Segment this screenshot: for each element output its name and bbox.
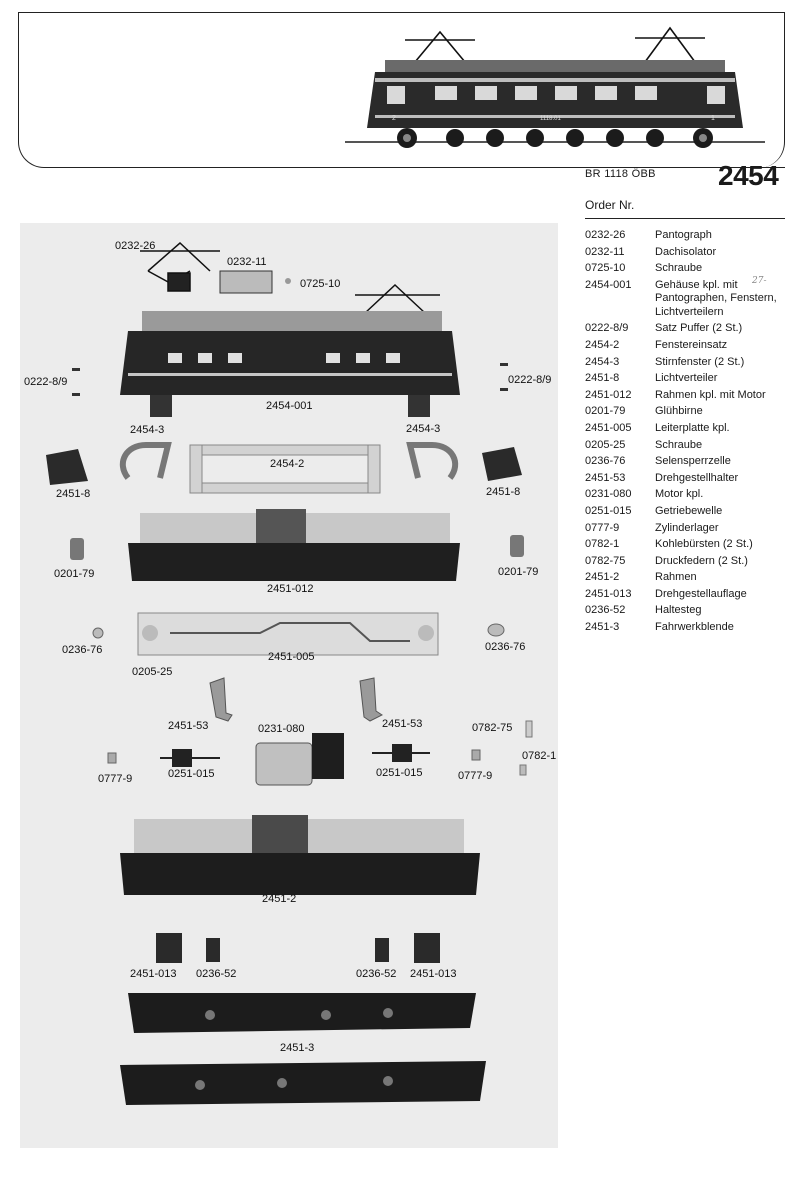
part-number: 0222-8/9 [585,322,629,335]
label-side-frames: 2451-3 [280,1042,315,1054]
parts-list-row [585,339,785,353]
label-bearing-left: 0777-9 [98,773,133,785]
part-description: Rahmen kpl. mit Motor [655,388,766,401]
label-bogie-holder-left: 2451-53 [168,720,209,732]
bridge-part [206,938,389,962]
label-housing: 2454-001 [266,400,313,412]
label-screw: 0725-10 [300,278,341,290]
pcb-part [138,613,438,655]
part-description: Pantograph [655,229,712,241]
label-end-window-right: 2454-3 [406,423,441,435]
roof-insulator-part [220,271,272,293]
parts-list-rows [585,229,785,635]
locomotive-hero-image [345,20,765,170]
part-description: Selensperrzelle [655,455,731,468]
label-bulb-left: 0201-79 [54,568,95,580]
label-bogie-support-left: 2451-013 [130,968,177,980]
part-number: 2451-012 [585,388,632,401]
part-number: 0201-79 [585,405,626,418]
part-number: 2451-2 [585,571,620,584]
part-number: 0782-1 [585,538,620,551]
part-number: 0232-26 [585,229,626,241]
label-bogie-support-right: 2451-013 [410,968,457,980]
parts-list-row [585,356,785,370]
label-shaft-right: 0251-015 [376,767,423,779]
part-number: 2451-013 [585,587,632,600]
label-light-right: 2451-8 [486,486,521,498]
label-bridge-left: 0236-52 [196,968,237,980]
housing-part [120,285,460,417]
part-description: Leiterplatte kpl. [655,421,730,434]
part-description: Stirnfenster (2 St.) [655,355,745,368]
parts-list-row [585,621,785,635]
parts-list-row [585,522,785,536]
part-description: Getriebewelle [655,504,723,517]
label-end-window-left: 2454-3 [130,424,165,436]
part-number: 2451-005 [585,421,632,434]
label-screw-pcb: 0205-25 [132,666,173,678]
part-description: Schraube [655,438,703,451]
parts-list [585,198,785,638]
part-number: 0777-9 [585,521,620,534]
part-number: 0205-25 [585,438,626,451]
part-description: Lichtverteiler [655,372,718,385]
label-bogie-holder-right: 2451-53 [382,718,423,730]
part-number: 2454-3 [585,355,620,368]
part-description: Dachisolator [655,245,717,258]
diode-part-left [93,628,103,638]
parts-list-heading: Order Nr. [585,198,785,219]
label-roof-insulator: 0232-11 [227,256,267,268]
label-buffers-left: 0222-8/9 [24,376,68,388]
part-description: Fenstereinsatz [655,338,728,351]
parts-list-row [585,262,785,276]
parts-list-row [585,604,785,618]
part-number: 0231-080 [585,488,632,501]
parts-list-row [585,389,785,403]
label-frame-motor: 2451-012 [267,583,314,595]
hero-cab-number-left: 2 [392,115,396,122]
bearing-part-left [108,753,116,763]
label-bulb-right: 0201-79 [498,566,539,578]
diode-part-right [488,624,504,636]
parts-list-row [585,246,785,260]
parts-list-row [585,372,785,386]
part-description: Glühbirne [655,405,703,418]
label-springs: 0782-75 [472,722,513,734]
part-number: 2451-3 [585,621,620,634]
part-number: 0232-11 [585,245,625,258]
label-diode-right: 0236-76 [485,641,526,653]
part-description: Gehäuse kpl. mit Pantographen, Fenstern, Lichtverteilern [655,278,777,318]
label-window-insert: 2454-2 [270,458,305,470]
label-bearing-right: 0777-9 [458,770,493,782]
part-description: Schraube [655,262,703,275]
parts-list-row [585,405,785,419]
part-number: 2451-53 [585,471,626,484]
part-description: Kohlebürsten (2 St.) [655,538,753,551]
label-brushes: 0782-1 [522,750,557,762]
part-description: Motor kpl. [655,488,704,501]
parts-list-row [585,472,785,486]
part-number: 2454-2 [585,338,620,351]
part-description: Druckfedern (2 St.) [655,554,748,567]
part-description: Zylinderlager [655,521,719,534]
parts-list-row [585,555,785,569]
part-description: Satz Puffer (2 St.) [655,322,743,335]
hero-loco-plate: 1118.01 [540,116,561,122]
parts-list-row [585,505,785,519]
model-number: 2454 [718,160,779,191]
spring-part [526,721,532,737]
parts-list-row [585,538,785,552]
part-number: 0725-10 [585,262,626,275]
label-diode-left: 0236-76 [62,644,103,656]
label-light-left: 2451-8 [56,488,91,500]
label-bridge-right: 0236-52 [356,968,397,980]
part-number: 0251-015 [585,504,632,517]
part-number: 0236-52 [585,604,626,617]
part-number: 0782-75 [585,554,626,567]
frame-with-motor-part [128,509,460,581]
frame-part [120,815,480,895]
bearing-part-right [472,750,480,760]
part-number: 2454-001 [585,278,632,291]
parts-list-row [585,422,785,436]
part-description: Fahrwerkblende [655,621,734,634]
parts-list-row [585,229,785,243]
part-description: Drehgestellauflage [655,587,747,600]
parts-list-row [585,488,785,502]
label-buffers-right: 0222-8/9 [508,374,552,386]
part-number: 0236-76 [585,455,626,468]
motor-part [256,733,344,785]
parts-list-row [585,439,785,453]
hero-cab-number-right: 1 [711,115,715,122]
label-pantograph: 0232-26 [115,240,156,252]
part-description: Haltesteg [655,604,702,617]
part-description: Rahmen [655,571,697,584]
handwritten-note: 27- [752,276,767,286]
parts-list-row [585,571,785,585]
part-number: 2451-8 [585,372,620,385]
label-pcb: 2451-005 [268,651,315,663]
bogie-holder-part [210,678,382,721]
parts-list-row [585,588,785,602]
screw-part [285,278,291,284]
label-frame: 2451-2 [262,893,297,905]
parts-list-row [585,322,785,336]
brush-part [520,765,526,775]
model-designation: BR 1118 ÖBB [585,168,656,180]
label-motor: 0231-080 [258,723,305,735]
label-shaft-left: 0251-015 [168,768,215,780]
exploded-view-photo [20,223,558,1148]
part-description: Drehgestellhalter [655,471,739,484]
bogie-support-part [156,933,440,963]
exploded-view-drawing [20,223,558,1148]
parts-list-row [585,455,785,469]
